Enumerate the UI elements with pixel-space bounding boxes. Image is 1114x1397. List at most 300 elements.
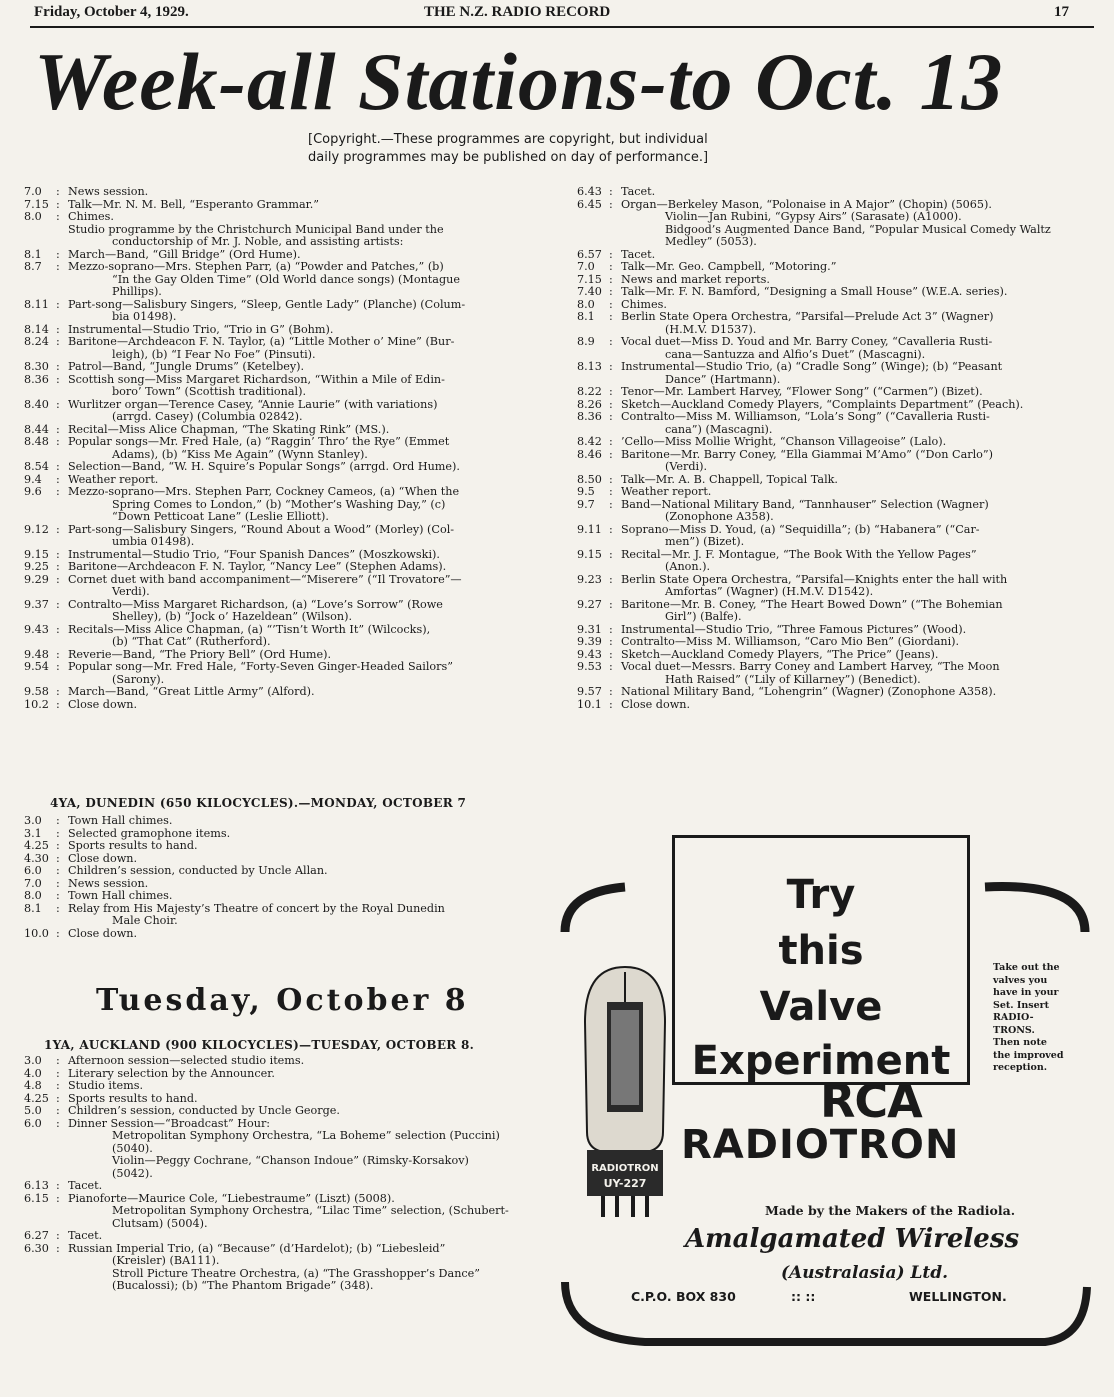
time-separator: : xyxy=(56,560,60,573)
programme-text: Girl”) (Balfe). xyxy=(665,610,742,623)
programme-item xyxy=(24,815,542,828)
programme-time xyxy=(24,586,56,599)
programme-time xyxy=(24,274,56,287)
programme-item xyxy=(24,890,542,903)
programme-time xyxy=(24,411,56,424)
programme-item xyxy=(24,361,542,374)
time-separator xyxy=(56,915,68,928)
programme-time xyxy=(24,1268,56,1281)
programme-time: 8.26 xyxy=(577,397,602,411)
programme-time: 7.0 xyxy=(577,260,595,273)
programme-time: 9.15 xyxy=(24,547,49,561)
programme-item xyxy=(24,661,542,674)
programme-item xyxy=(24,686,542,699)
time-separator: : xyxy=(56,485,60,498)
programme-text: Mezzo-soprano—Mrs. Stephen Parr, (a) “Powder and Patches,” (b) xyxy=(68,260,444,273)
time-separator: : xyxy=(56,260,60,273)
time-separator xyxy=(609,536,621,549)
programme-time xyxy=(24,636,56,649)
programme-time: 9.39 xyxy=(577,635,602,648)
programme-time xyxy=(577,561,609,574)
programme-text: Studio items. xyxy=(68,1079,143,1092)
programme-item xyxy=(577,661,1093,674)
programme-text: Sports results to hand. xyxy=(68,1091,198,1105)
time-separator: : xyxy=(56,876,60,890)
programme-text: (Zonophone A358). xyxy=(665,510,774,523)
copyright-notice xyxy=(308,131,828,167)
day-heading-tuesday: Tuesday, October 8 xyxy=(96,983,469,1018)
programme-text: (Verdi). xyxy=(665,460,708,473)
programme-text: Tenor—Mr. Lambert Harvey, “Flower Song” (“Carmen”) (Bizet). xyxy=(621,385,983,398)
time-separator: : xyxy=(56,1079,60,1092)
time-separator: : xyxy=(56,1054,60,1067)
programme-text: News session. xyxy=(68,876,149,890)
programme-item xyxy=(24,386,542,399)
address-city: WELLINGTON. xyxy=(909,1289,1007,1304)
programme-time xyxy=(24,1155,56,1168)
time-separator xyxy=(609,211,621,224)
programme-time xyxy=(24,536,56,549)
time-separator: : xyxy=(609,622,613,636)
paper-title: THE N.Z. RADIO RECORD xyxy=(424,4,611,20)
time-separator: : xyxy=(56,372,60,386)
programme-item xyxy=(577,561,1093,574)
programme-item xyxy=(24,1230,542,1243)
time-separator: : xyxy=(56,210,60,223)
programme-text: Phillips). xyxy=(112,285,162,298)
time-separator: : xyxy=(56,572,60,586)
time-separator: : xyxy=(609,547,613,561)
time-separator xyxy=(56,411,68,424)
programme-time: 9.12 xyxy=(24,522,49,536)
time-separator: : xyxy=(56,697,60,711)
programme-text: Weather report. xyxy=(68,472,159,486)
time-separator: : xyxy=(56,622,60,636)
programme-text: Verdi). xyxy=(112,585,150,598)
programme-time: 10.0 xyxy=(24,926,49,940)
programme-time xyxy=(24,286,56,299)
programme-item xyxy=(577,261,1093,274)
programme-item xyxy=(24,1280,542,1293)
programme-time: 6.43 xyxy=(577,185,602,198)
address-separator: :: :: xyxy=(791,1289,816,1304)
programme-time: 9.27 xyxy=(577,597,602,611)
ad-side-line: RADIO- xyxy=(993,1012,1034,1023)
time-separator: : xyxy=(609,522,613,536)
programme-text: Talk—Mr. F. N. Bamford, “Designing a Small House” (W.E.A. series). xyxy=(621,285,1008,298)
programme-time xyxy=(24,915,56,928)
programme-text: Berlin State Opera Orchestra, “Parsifal—Knights enter the hall with xyxy=(621,572,1008,586)
programme-time: 9.11 xyxy=(577,522,602,536)
programme-text: (b) “That Cat” (Rutherford). xyxy=(112,635,271,648)
programme-time: 6.0 xyxy=(24,1116,42,1130)
programme-text: Selected gramophone items. xyxy=(68,826,231,840)
programme-text: Stroll Picture Theatre Orchestra, (a) “The Grasshopper’s Dance” xyxy=(112,1266,481,1280)
programme-time: 10.2 xyxy=(24,697,49,711)
time-separator: : xyxy=(56,901,60,915)
time-separator: : xyxy=(56,685,60,698)
programme-time: 8.50 xyxy=(577,472,602,486)
programme-time: 9.31 xyxy=(577,622,602,636)
programme-text: Baritone—Mr. B. Coney, “The Heart Bowed Down” (“The Bohemian xyxy=(621,597,1003,611)
time-separator: : xyxy=(609,397,613,411)
programme-text: cana”) (Mascagni). xyxy=(665,422,773,436)
time-separator: : xyxy=(56,460,60,473)
programme-time: 4.0 xyxy=(24,1066,42,1080)
programme-text: Bidgood’s Augmented Dance Band, “Popular Musical Comedy Waltz xyxy=(665,222,1051,236)
programme-time: 8.40 xyxy=(24,397,49,411)
time-separator xyxy=(56,511,68,524)
programme-text: Metropolitan Symphony Orchestra, “La Boheme” selection (Puccini) xyxy=(112,1129,500,1142)
station-heading-auckland: 1YA, AUCKLAND (900 KILOCYCLES)—TUESDAY, OCTOBER 8. xyxy=(44,1038,475,1052)
programme-text: Part-song—Salisbury Singers, “Round About a Wood” (Morley) (Col- xyxy=(68,522,455,536)
time-separator: : xyxy=(56,322,60,336)
programme-text: Patrol—Band, “Jungle Drums” (Ketelbey). xyxy=(68,360,305,373)
ad-side-line: valves you xyxy=(993,974,1048,986)
programme-text: Spring Comes to London,” (b) “Mother’s Washing Day,” (c) xyxy=(112,497,446,511)
programme-time: 4.25 xyxy=(24,839,49,852)
time-separator: : xyxy=(609,697,613,711)
programme-text: Pianoforte—Maurice Cole, “Liebestraume” (Liszt) (5008). xyxy=(68,1191,395,1205)
programme-time xyxy=(577,586,609,599)
programme-time: 9.15 xyxy=(577,547,602,561)
programme-text: Sketch—Auckland Comedy Players, “Complaints Department” (Peach). xyxy=(621,397,1024,411)
programme-item xyxy=(24,486,542,499)
page-number: 17 xyxy=(1054,4,1069,20)
programme-time xyxy=(24,311,56,324)
programme-text: Recital—Mr. J. F. Montague, “The Book With the Yellow Pages” xyxy=(621,547,977,561)
programme-text: National Military Band, “Lohengrin” (Wagner) (Zonophone A358). xyxy=(621,685,997,698)
programme-time xyxy=(577,536,609,549)
time-separator: : xyxy=(609,185,613,198)
programme-item xyxy=(577,599,1093,612)
time-separator xyxy=(56,236,68,249)
programme-time: 8.36 xyxy=(24,372,49,386)
programme-time: 8.0 xyxy=(24,210,42,223)
programme-item xyxy=(24,211,542,224)
programme-time: 4.30 xyxy=(24,851,49,865)
programme-item xyxy=(24,1255,542,1268)
programme-time: 8.0 xyxy=(577,297,595,311)
programme-text: Adams), (b) “Kiss Me Again” (Wynn Stanley). xyxy=(112,447,368,461)
programme-item xyxy=(577,449,1093,462)
time-separator: : xyxy=(56,422,60,436)
time-separator: : xyxy=(56,247,60,261)
ad-headline-line: Try xyxy=(786,872,856,918)
programme-item xyxy=(24,699,542,712)
programme-time xyxy=(577,511,609,524)
company-subtitle: (Australasia) Ltd. xyxy=(781,1263,949,1283)
programme-time xyxy=(577,461,609,474)
programme-time: 9.6 xyxy=(24,485,42,498)
programme-time xyxy=(24,1143,56,1156)
programme-time: 8.30 xyxy=(24,360,49,373)
programme-time: 7.15 xyxy=(24,197,49,211)
programme-text: conductorship of Mr. J. Noble, and assisting artists: xyxy=(112,235,404,248)
programme-text: Amfortas” (Wagner) (H.M.V. D1542). xyxy=(665,585,874,598)
copyright-line: [Copyright.—These programmes are copyright, but individual xyxy=(308,132,708,147)
programme-text: Contralto—Miss Margaret Richardson, (a) “Love’s Sorrow” (Rowe xyxy=(68,597,443,611)
programme-text: Part-song—Salisbury Singers, “Sleep, Gentle Lady” (Planche) (Colum- xyxy=(68,297,466,311)
programme-item xyxy=(577,686,1093,699)
time-separator: : xyxy=(56,335,60,348)
programme-text: Chimes. xyxy=(68,210,114,223)
programme-item xyxy=(24,574,542,587)
time-separator xyxy=(609,611,621,624)
programme-item xyxy=(577,186,1093,199)
time-separator: : xyxy=(56,864,60,877)
programme-item xyxy=(577,636,1093,649)
programme-text: Afternoon session—selected studio items. xyxy=(68,1054,305,1067)
programme-item xyxy=(24,1080,542,1093)
programme-time xyxy=(24,1205,56,1218)
programme-item xyxy=(24,586,542,599)
programme-item xyxy=(24,928,542,941)
programme-time: 6.57 xyxy=(577,247,602,261)
programme-time: 6.30 xyxy=(24,1241,49,1255)
time-separator xyxy=(56,1205,68,1218)
time-separator: : xyxy=(609,635,613,648)
programme-item xyxy=(24,274,542,287)
page-header xyxy=(34,4,1074,26)
programme-time: 9.53 xyxy=(577,660,602,673)
programme-item xyxy=(24,840,542,853)
programme-text: Recitals—Miss Alice Chapman, (a) “’Tisn’t Worth It” (Wilcocks), xyxy=(68,622,431,636)
programme-text: Tacet. xyxy=(621,185,656,198)
time-separator: : xyxy=(56,522,60,536)
programme-text: Studio programme by the Christchurch Municipal Band under the xyxy=(68,222,444,236)
time-separator xyxy=(56,1280,68,1293)
programme-time: 6.0 xyxy=(24,864,42,877)
programme-item xyxy=(24,1243,542,1256)
programme-item xyxy=(24,336,542,349)
programme-time: 9.5 xyxy=(577,485,595,498)
ad-side-line: Set. Insert xyxy=(993,999,1050,1011)
time-separator: : xyxy=(56,1241,60,1255)
time-separator: : xyxy=(56,197,60,211)
programme-text: (5042). xyxy=(112,1166,153,1180)
time-separator: : xyxy=(609,197,613,211)
programme-time xyxy=(24,499,56,512)
programme-text: Berlin State Opera Orchestra, “Parsifal—Prelude Act 3” (Wagner) xyxy=(621,310,994,323)
programme-time xyxy=(24,611,56,624)
programme-time: 8.24 xyxy=(24,335,49,348)
header-rule xyxy=(30,26,1094,28)
programme-time: 6.45 xyxy=(577,197,602,211)
programme-text: umbia 01498). xyxy=(112,535,195,548)
programme-text: Popular songs—Mr. Fred Hale, (a) “Raggin’ Thro’ the Rye” (Emmet xyxy=(68,435,450,448)
programme-item xyxy=(24,524,542,537)
programme-item xyxy=(577,499,1093,512)
programme-text: News session. xyxy=(68,185,149,198)
programme-text: Soprano—Miss D. Youd, (a) “Sequidilla”; (b) “Habanera” (“Car- xyxy=(621,522,980,536)
programme-time: 10.1 xyxy=(577,697,602,711)
programme-time: 9.54 xyxy=(24,660,49,673)
time-separator: : xyxy=(609,572,613,586)
programme-text: Close down. xyxy=(68,926,138,940)
programme-text: Weather report. xyxy=(621,485,712,498)
programme-text: Literary selection by the Announcer. xyxy=(68,1066,275,1080)
programme-time xyxy=(24,511,56,524)
programme-time: 3.0 xyxy=(24,814,42,827)
copyright-line: daily programmes may be published on day of performance.] xyxy=(308,150,709,165)
programme-text: Violin—Peggy Cochrane, “Chanson Indoue” (Rimsky-Korsakov) xyxy=(112,1154,469,1167)
programme-text: Tacet. xyxy=(68,1179,103,1192)
programme-item xyxy=(24,536,542,549)
programme-time xyxy=(577,611,609,624)
programme-text: leigh), (b) “I Fear No Foe” (Pinsuti). xyxy=(112,347,316,361)
ad-side-line: Take out the xyxy=(993,962,1060,973)
programme-text: March—Band, “Great Little Army” (Alford). xyxy=(68,685,315,698)
time-separator xyxy=(56,274,68,287)
time-separator: : xyxy=(56,814,60,827)
programme-text: “In the Gay Olden Time” (Old World dance songs) (Montague xyxy=(112,272,460,286)
ad-side-text xyxy=(993,962,1083,1075)
time-separator xyxy=(56,386,68,399)
programme-item xyxy=(577,436,1093,449)
programme-item xyxy=(577,611,1093,624)
programme-text: Dinner Session—“Broadcast” Hour: xyxy=(68,1116,271,1130)
programme-text: boro’ Town” (Scottish traditional). xyxy=(112,385,307,398)
programme-item xyxy=(577,524,1093,537)
time-separator: : xyxy=(56,597,60,611)
programme-item xyxy=(24,915,542,928)
address-box: C.P.O. BOX 830 xyxy=(631,1289,736,1304)
programme-text: Sports results to hand. xyxy=(68,839,198,852)
time-separator xyxy=(56,1268,68,1281)
time-separator: : xyxy=(609,447,613,461)
programme-text: Selection—Band, “W. H. Squire’s Popular Songs” (arrgd. Ord Hume). xyxy=(68,460,460,473)
time-separator xyxy=(609,586,621,599)
programme-time: 7.0 xyxy=(24,185,42,198)
ad-side-line: Then note xyxy=(993,1037,1047,1048)
programme-text: (arrgd. Casey) (Columbia 02842). xyxy=(112,410,303,423)
time-separator xyxy=(56,224,68,237)
rca-logo: RCA xyxy=(820,1074,922,1128)
programme-item xyxy=(24,411,542,424)
programme-item xyxy=(577,224,1093,237)
programme-item xyxy=(24,611,542,624)
time-separator: : xyxy=(56,185,60,198)
programme-item xyxy=(577,549,1093,562)
ad-side-line: have in your xyxy=(993,987,1059,998)
banner-title: Week-all Stations-to Oct. 13 xyxy=(34,36,1004,127)
programme-time xyxy=(24,1255,56,1268)
time-separator: : xyxy=(609,472,613,486)
programme-text: ’Cello—Miss Mollie Wright, “Chanson Villageoise” (Lalo). xyxy=(621,435,947,448)
ad-headline-line: Valve xyxy=(759,984,883,1030)
programme-list-auckland xyxy=(24,1055,542,1293)
time-separator: : xyxy=(56,1191,60,1205)
programme-time: 3.1 xyxy=(24,826,42,840)
programme-text: bia 01498). xyxy=(112,310,177,323)
programme-list-dunedin xyxy=(24,815,542,940)
programme-text: men”) (Bizet). xyxy=(665,535,745,548)
time-separator: : xyxy=(609,410,613,423)
programme-text: Shelley), (b) “Jock o’ Hazeldean” (Wilson). xyxy=(112,610,353,623)
programme-item xyxy=(577,286,1093,299)
time-separator: : xyxy=(609,485,613,498)
programme-text: Contralto—Miss M. Williamson, “Lola’s Song” (“Cavalleria Rusti- xyxy=(621,410,990,423)
programme-text: Male Choir. xyxy=(112,914,178,927)
programme-item xyxy=(24,624,542,637)
time-separator: : xyxy=(56,1116,60,1130)
programme-text: (Anon.). xyxy=(665,560,711,573)
company-name: Amalgamated Wireless xyxy=(685,1224,1020,1254)
programme-item xyxy=(577,486,1093,499)
programme-time xyxy=(24,224,56,237)
time-separator: : xyxy=(56,889,60,902)
programme-text: cana—Santuzza and Alfio’s Duet” (Mascagni). xyxy=(665,347,926,361)
programme-item xyxy=(577,411,1093,424)
programme-text: Organ—Berkeley Mason, “Polonaise in A Major” (Chopin) (5065). xyxy=(621,197,992,211)
programme-time: 9.43 xyxy=(24,622,49,636)
time-separator xyxy=(56,1143,68,1156)
programme-list-right xyxy=(577,186,1093,711)
programme-item xyxy=(577,336,1093,349)
programme-text: Russian Imperial Trio, (a) “Because” (d’Hardelot); (b) “Liebesleid” xyxy=(68,1241,446,1255)
programme-time: 8.44 xyxy=(24,422,49,436)
programme-time: 4.25 xyxy=(24,1091,49,1105)
time-separator xyxy=(56,499,68,512)
programme-text: Relay from His Majesty’s Theatre of concert by the Royal Dunedin xyxy=(68,901,445,915)
programme-time xyxy=(577,224,609,237)
programme-item xyxy=(24,1055,542,1068)
time-separator: : xyxy=(56,1104,60,1117)
programme-time: 6.13 xyxy=(24,1179,49,1192)
time-separator xyxy=(56,1255,68,1268)
programme-item xyxy=(24,1205,542,1218)
programme-text: Children’s session, conducted by Uncle George. xyxy=(68,1104,340,1117)
time-separator xyxy=(56,536,68,549)
tube-model: UY-227 xyxy=(603,1177,647,1190)
programme-text: Violin—Jan Rubini, “Gypsy Airs” (Sarasate) (A1000). xyxy=(665,210,962,223)
programme-time xyxy=(24,386,56,399)
time-separator: : xyxy=(56,1229,60,1242)
time-separator xyxy=(56,611,68,624)
programme-time: 8.42 xyxy=(577,435,602,448)
time-separator xyxy=(609,561,621,574)
ad-headline-line: this xyxy=(778,928,864,974)
programme-text: Popular song—Mr. Fred Hale, “Forty-Seven Ginger-Headed Sailors” xyxy=(68,660,453,673)
programme-text: Sketch—Auckland Comedy Players, “The Price” (Jeans). xyxy=(621,647,939,661)
programme-text: Mezzo-soprano—Mrs. Stephen Parr, Cockney Cameos, (a) “When the xyxy=(68,485,460,498)
ad-headline-line: Experiment xyxy=(691,1038,951,1084)
programme-time: 8.48 xyxy=(24,435,49,448)
programme-item xyxy=(24,186,542,199)
programme-text: “Down Petticoat Lane” (Leslie Elliott). xyxy=(112,510,329,523)
programme-time: 7.15 xyxy=(577,272,602,286)
time-separator: : xyxy=(56,397,60,411)
programme-item xyxy=(577,361,1093,374)
programme-time: 3.0 xyxy=(24,1054,42,1067)
time-separator: : xyxy=(56,839,60,852)
time-separator: : xyxy=(609,285,613,298)
ad-headline-box xyxy=(672,835,970,1085)
time-separator: : xyxy=(609,260,613,273)
time-separator: : xyxy=(609,310,613,323)
time-separator: : xyxy=(609,647,613,661)
programme-item xyxy=(577,461,1093,474)
programme-time: 8.46 xyxy=(577,447,602,461)
programme-time: 8.22 xyxy=(577,385,602,398)
programme-time: 8.9 xyxy=(577,335,595,348)
time-separator xyxy=(56,311,68,324)
ad-makers-line: Made by the Makers of the Radiola. xyxy=(765,1203,1016,1218)
programme-time: 6.15 xyxy=(24,1191,49,1205)
programme-text: Talk—Mr. A. B. Chappell, Topical Talk. xyxy=(621,472,838,486)
programme-time: 9.4 xyxy=(24,472,42,486)
